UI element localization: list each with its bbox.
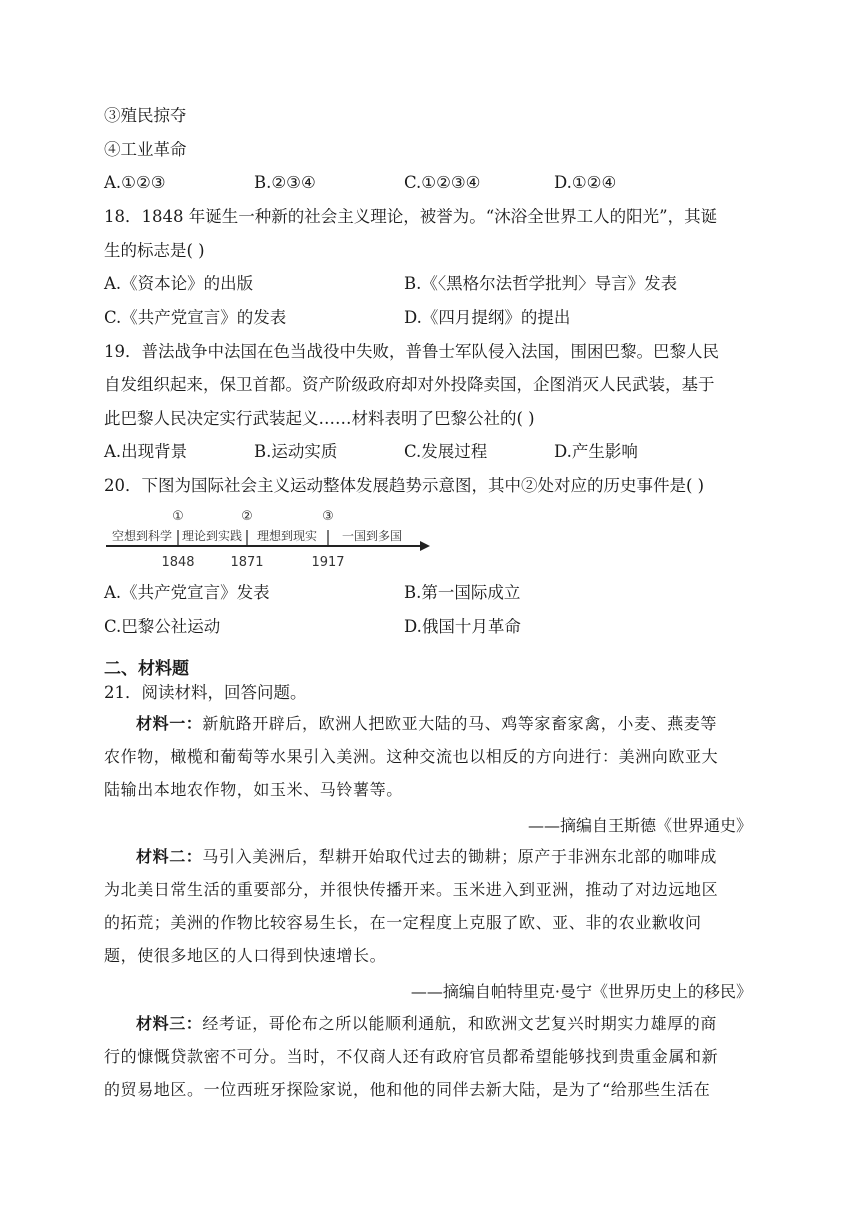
q18-stem-line1: 18．1848 年诞生一种新的社会主义理论，被誉为。“沐浴全世界工人的阳光”，其诞 [104,207,718,226]
q19-option-a: A.出现背景 [104,442,188,461]
q17-item-3: ③殖民掠夺 [104,106,187,125]
q18-stem-line2: 生的标志是( ) [104,241,205,260]
q18-option-d: D.《四月提纲》的提出 [404,308,571,327]
material-1-source: ——摘编自王斯德《世界通史》 [527,816,752,835]
q17-option-d: D.①②④ [554,173,617,192]
q17-option-c: C.①②③④ [404,173,481,192]
material-3-label: 材料三： [136,1014,203,1033]
q17-option-b: B.②③④ [254,173,316,192]
material-1-text: 新航路开辟后，欧洲人把欧亚大陆的马、鸡等家畜家禽，小麦、燕麦等 [202,714,718,733]
q21-intro: 21．阅读材料，回答问题。 [104,683,307,702]
marker-label-2: ② [241,509,253,524]
q19-stem-line1: 19．普法战争中法国在色当战役中失败，普鲁士军队侵入法国，围困巴黎。巴黎人民 [104,342,719,361]
q18-option-b: B.《〈黑格尔法哲学批判〉导言》发表 [404,274,678,293]
material-2-text: 马引入美洲后，犁耕开始取代过去的锄耕；原产于非洲东北部的咖啡成 [202,847,718,866]
stage-label-2: 理论到实践 [181,529,243,543]
q19-option-c: C.发展过程 [404,442,488,461]
stage-label-1: 空想到科学 [111,529,173,543]
q19-stem-line3: 此巴黎人民决定实行武装起义……材料表明了巴黎公社的( ) [104,409,535,428]
material-1-line2: 农作物，橄榄和葡萄等水果引入美洲。这种交流也以相反的方向进行：美洲向欧亚大 [104,747,719,766]
stage-label-4: 一国到多国 [341,529,403,543]
marker-label-3: ③ [322,509,334,524]
material-1-line3: 陆输出本地农作物，如玉米、马铃薯等。 [104,780,403,799]
material-2-line2: 为北美日常生活的重要部分，并很快传播开来。玉米进入到亚洲，推动了对边远地区 [104,880,719,899]
year-1848: 1848 [161,555,195,570]
material-1-label: 材料一： [136,714,203,733]
material-2-line1 [136,846,717,868]
q20-option-c: C.巴黎公社运动 [104,617,221,636]
material-2-line4: 题，使很多地区的人口得到快速增长。 [104,946,387,965]
q20-stem: 20．下图为国际社会主义运动整体发展趋势示意图，其中②处对应的历史事件是( ) [104,476,705,495]
material-2-source: ——摘编自帕特里克·曼宁《世界历史上的移民》 [410,982,752,1001]
timeline-diagram [104,506,434,574]
section-heading: 二、材料题 [104,659,189,679]
q17-item-4: ④工业革命 [104,140,187,159]
material-3-line1 [136,1013,717,1035]
q20-option-b: B.第一国际成立 [404,583,521,602]
material-1-line1 [136,713,717,735]
material-3-text: 经考证，哥伦布之所以能顺利通航，和欧洲文艺复兴时期实力雄厚的商 [202,1014,718,1033]
year-1917: 1917 [311,555,345,570]
q18-option-a: A.《资本论》的出版 [104,274,254,293]
year-1871: 1871 [230,555,264,570]
q20-option-d: D.俄国十月革命 [404,617,521,636]
q19-stem-line2: 自发组织起来，保卫首都。资产阶级政府却对外投降卖国，企图消灭人民武装，基于 [104,375,715,394]
material-3-line3: 的贸易地区。一位西班牙探险家说，他和他的同伴去新大陆，是为了“给那些生活在 [104,1080,711,1099]
material-2-label: 材料二： [136,847,203,866]
q18-option-c: C.《共产党宣言》的发表 [104,308,287,327]
q19-option-d: D.产生影响 [554,442,638,461]
q17-option-a: A.①②③ [104,173,166,192]
timeline-arrowhead [420,541,430,551]
material-2-line3: 的拓荒；美洲的作物比较容易生长，在一定程度上克服了欧、亚、非的农业歉收问 [104,913,702,932]
material-3-line2: 行的慷慨贷款密不可分。当时，不仅商人还有政府官员都希望能够找到贵重金属和新 [104,1047,719,1066]
stage-label-3: 理想到现实 [256,529,318,543]
q20-option-a: A.《共产党宣言》发表 [104,583,270,602]
marker-label-1: ① [172,509,184,524]
q19-option-b: B.运动实质 [254,442,338,461]
